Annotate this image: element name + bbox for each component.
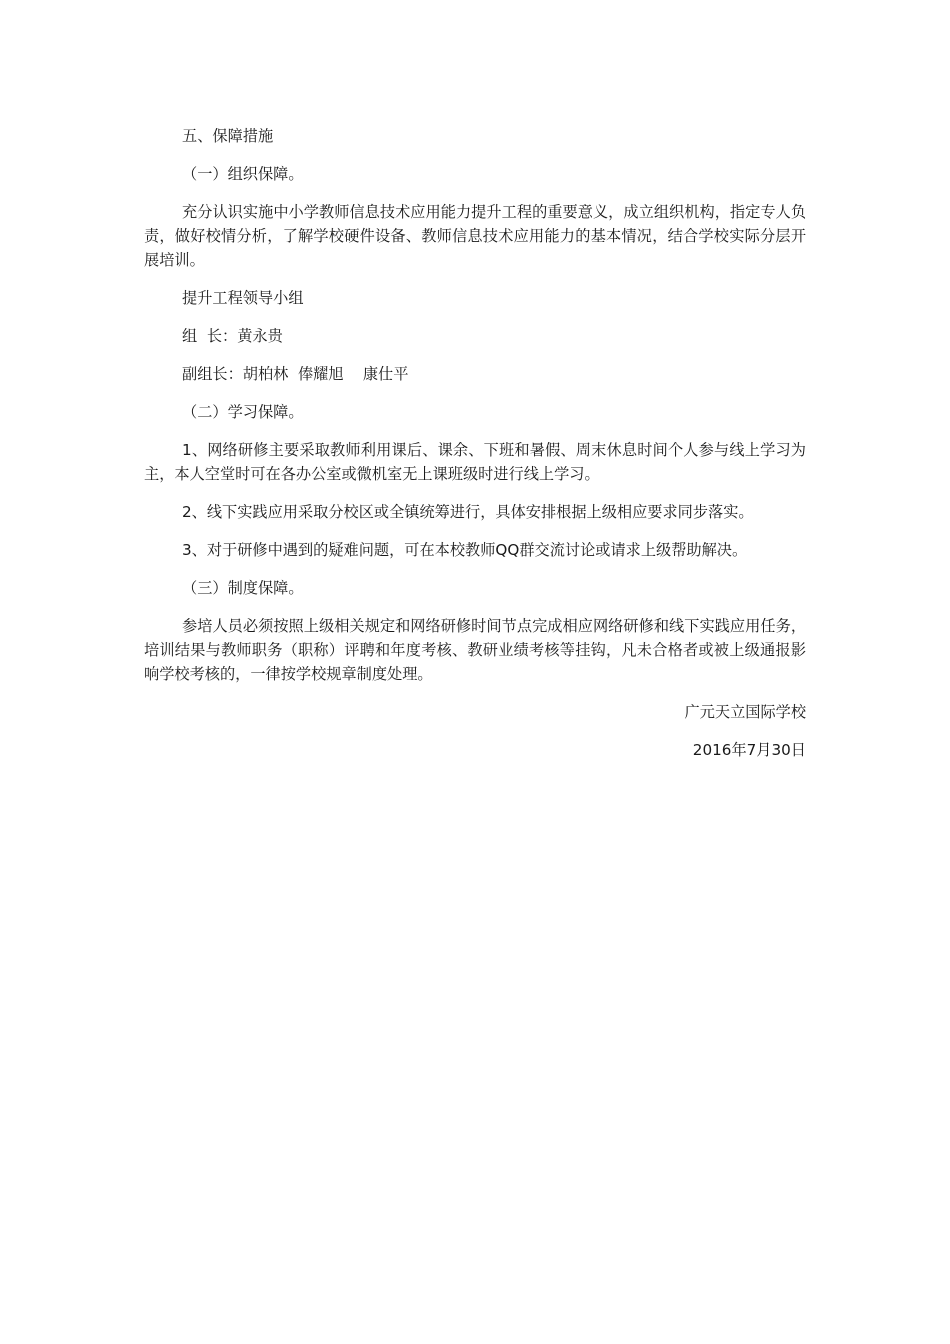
deputy-leaders: 副组长：胡柏林 俸耀旭 康仕平 [182, 365, 409, 383]
org-guarantee-body: 充分认识实施中小学教师信息技术应用能力提升工程的重要意义，成立组织机构，指定专人负责，做好校情分析，了解学校硬件设备、教师信息技术应用能力的基本情况，结合学校实际分层开展培训。 [144, 203, 806, 269]
leader-group-title: 提升工程领导小组 [182, 289, 304, 307]
study-item-3: 3、对于研修中遇到的疑难问题，可在本校教师QQ群交流讨论或请求上级帮助解决。 [182, 541, 748, 559]
org-guarantee-title: （一）组织保障。 [182, 165, 304, 183]
study-item-1: 1、网络研修主要采取教师利用课后、课余、下班和暑假、周末休息时间个人参与线上学习为主，本人空堂时可在各办公室或微机室无上课班级时进行线上学习。 [144, 441, 806, 483]
signature-date: 2016年7月30日 [692, 741, 806, 759]
system-guarantee-title: （三）制度保障。 [182, 579, 304, 597]
study-guarantee-title: （二）学习保障。 [182, 403, 304, 421]
system-guarantee-body: 参培人员必须按照上级相关规定和网络研修时间节点完成相应网络研修和线下实践应用任务，培训结果与教师职务（职称）评聘和年度考核、教研业绩考核等挂钩，凡未合格者或被上级通报影响学校考核的，一律按学校规章制度处理。 [144, 617, 806, 683]
signature-school: 广元天立国际学校 [684, 703, 806, 721]
document-body [144, 124, 806, 762]
study-item-2: 2、线下实践应用采取分校区或全镇统筹进行，具体安排根据上级相应要求同步落实。 [182, 503, 754, 521]
group-leader: 组 长：黄永贵 [182, 327, 283, 345]
section-heading: 五、保障措施 [182, 127, 274, 145]
